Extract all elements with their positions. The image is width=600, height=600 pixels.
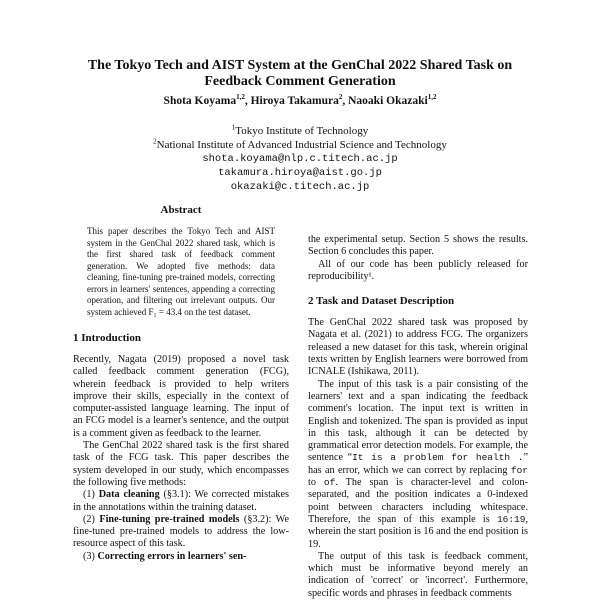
- item-number: (3): [83, 550, 95, 562]
- item-number: (2): [83, 513, 95, 525]
- item-text: (§3.2): We fine-tuned pre-trained models to address the low-resource aspect of this task.: [73, 513, 289, 550]
- task-paragraph-3: The output of this task is feedback comment, which must be informative beyond merely an indication of 'correct' or 'incorrect'. Furthermore, specific words and phrases in feedback comments: [308, 550, 528, 599]
- item-bold: Fine-tuning pre-trained models: [99, 513, 240, 525]
- author-name: Naoaki Okazaki: [348, 95, 428, 107]
- abstract-heading: Abstract: [160, 204, 202, 216]
- section-heading-task: 2 Task and Dataset Description: [308, 295, 455, 308]
- author-affil-sup: 1,2: [236, 93, 245, 102]
- code-span: 16:19: [496, 513, 526, 525]
- text-run: , wherein the start position is 16 and the end position is 19.: [308, 513, 528, 550]
- affiliation-2: [60, 138, 540, 152]
- title-line-1: The Tokyo Tech and AIST System at the GenChal 2022 Shared Task on: [87, 58, 513, 73]
- email-2[interactable]: takamura.hiroya@aist.go.jp: [218, 167, 382, 179]
- right-continuation-paragraph: the experimental setup. Section 5 shows the results. Section 6 concludes this paper.: [308, 234, 528, 258]
- text-run: . The span is character-level and colon-separated, and the position indicates a 0-indexed point between characters including whitespace. Therefore, the span of this example is: [308, 477, 528, 525]
- task-paragraph-2: [308, 379, 528, 551]
- paper-title: [60, 58, 540, 90]
- section-heading-introduction: 1 Introduction: [73, 332, 141, 344]
- email-1[interactable]: shota.koyama@nlp.c.titech.ac.jp: [202, 153, 398, 165]
- affiliations-block: [60, 124, 540, 194]
- list-item: [73, 489, 289, 514]
- author-name: Shota Koyama: [163, 95, 237, 107]
- intro-paragraph-1: Recently, Nagata (2019) proposed a novel task called feedback comment generation (FCG), wherein feedback is provided to help writers improve their skills, especially in the context of computer-assisted language learning. The input of an FCG model is a learner's sentence, and the output is a comment given as feedback to the learner.: [73, 354, 289, 439]
- right-column: [308, 234, 528, 600]
- code-release-paragraph: All of our code has been publicly released for reproducibility¹.: [308, 258, 528, 282]
- affiliation-1: [60, 124, 540, 138]
- item-number: (1): [83, 489, 95, 501]
- abstract-text: This paper describes the Tokyo Tech and AIST system in the GenChal 2022 shared task, which is the first shared task of feedback comment generation. We adopted five methods: data cleaning, fine-tuning pre-trained models, correcting errors in learners' sentences, appending a correcting operation, and filtering out irrelevant outputs. Our system achieved F₁ = 43.4 on the test dataset.: [87, 226, 275, 317]
- text-run: ” has an error, which we can correct by replacing: [308, 452, 528, 476]
- intro-paragraph-2: The GenChal 2022 shared task is the first shared task of the FCG task. This paper describes the system developed in our study, which encompasses the following five methods:: [73, 440, 289, 488]
- author-affil-sup: 2: [338, 93, 343, 102]
- author-list: Shota Koyama$^{1,2}$, Hiroya Takamura$^2$, Naoaki Okazaki$^{1,2}$: [163, 93, 437, 107]
- code-sentence: It is a problem for health .: [352, 452, 524, 464]
- affil-text: Tokyo Institute of Technology: [235, 125, 369, 137]
- title-line-2: Feedback Comment Generation: [204, 74, 396, 89]
- item-text: (§3.1): We corrected mistakes in the annotations within the training dataset.: [73, 489, 290, 513]
- task-paragraph-1: The GenChal 2022 shared task was proposed by Nagata et al. (2021) to address FCG. The organizers released a new dataset for this task, wherein original texts written by English learners were borrowed from ICNALE (Ishikawa, 2011).: [308, 317, 528, 378]
- item-bold: Data cleaning: [98, 489, 160, 501]
- affil-sup: 1: [231, 123, 236, 132]
- author-affil-sup: 1,2: [427, 93, 437, 102]
- affil-text: National Institute of Advanced Industrial Science and Technology: [156, 139, 447, 151]
- author-name: Hiroya Takamura: [250, 95, 339, 107]
- email-3[interactable]: okazaki@c.titech.ac.jp: [230, 181, 370, 193]
- text-run: The input of this task is a pair consisting of the learners' text and a span indicating the feedback comment's location. The input text is written in English and tokenized. The span is provided as input in this task, although it can be detected by grammatical error detection models. For example, the sentence “: [308, 378, 528, 464]
- left-column: [73, 204, 289, 563]
- text-run: to: [308, 477, 324, 489]
- code-word: of: [323, 477, 336, 489]
- code-word: for: [510, 464, 528, 476]
- list-item: [73, 551, 289, 563]
- affil-sup: 2: [153, 137, 157, 146]
- list-item: [73, 514, 289, 551]
- item-bold: Correcting errors in learners' sen-: [97, 550, 247, 562]
